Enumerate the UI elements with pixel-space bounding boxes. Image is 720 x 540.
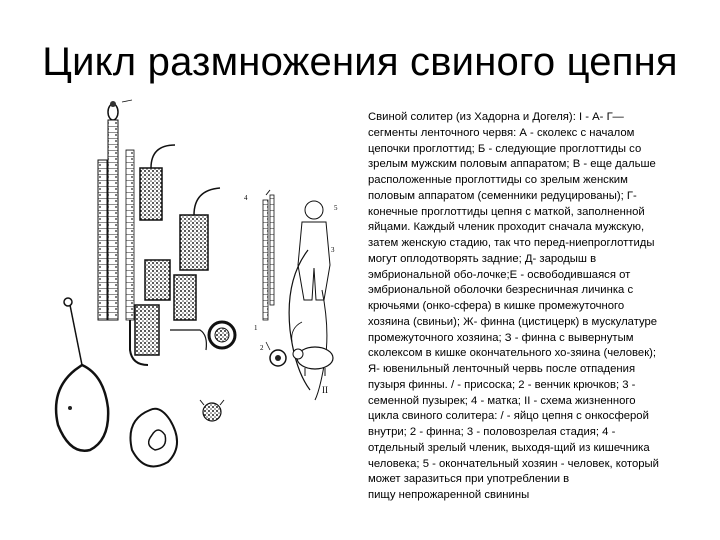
figure-label-roman-two: II xyxy=(322,385,328,395)
caption-line: половым аппаратом (семенники редуцированы); Г- xyxy=(368,189,637,202)
tapeworm-life-cycle-figure xyxy=(40,90,350,480)
caption-line: хозяина (свиньи); Ж- финна (цистицерк) в мускулатуре xyxy=(368,315,658,328)
caption-line: пузыря финны. / - присоска; 2 - венчик крючков; 3 - xyxy=(368,378,636,391)
caption-line: зрелым мужским половым аппаратом; В - еще дальше xyxy=(368,158,656,171)
figure-label-3: 3 xyxy=(331,246,335,254)
caption-line: промежуточного хозяина; З - финна с вывернутым xyxy=(368,331,634,344)
figure-caption xyxy=(368,110,686,504)
caption-line: отдельный зрелый членик, выходя-щий из кишечника xyxy=(368,441,650,454)
scolex-drawing xyxy=(108,100,132,120)
caption-line: пищу непрожаренной свинины xyxy=(368,489,530,501)
page-title: Цикл размножения свиного цепня xyxy=(42,40,678,84)
caption-line: эмбриональной оболочки безресничная личинка с xyxy=(368,284,634,297)
caption-line: цикла свиного солитера: / - яйцо цепня с онкосферой xyxy=(368,410,649,423)
caption-line: крючьями (онко-сфера) в кишке промежуточного xyxy=(368,300,625,312)
caption-line: сколексом в кишке окончательного хо-зяина (человек); xyxy=(368,347,657,360)
caption-line: человека; 5 - окончательный хозяин - человек, который xyxy=(368,457,659,470)
caption-line: конечные проглоттиды цепня с маткой, заполненной xyxy=(368,205,645,218)
figure-label-5: 5 xyxy=(334,204,338,212)
life-cycle-scheme-drawing xyxy=(263,190,333,400)
caption-line: эмбриональной обо-лочке;Е - освободившаяся от xyxy=(368,268,631,281)
figure-label-2: 2 xyxy=(260,344,264,352)
larva-spiral-drawing xyxy=(130,409,177,467)
caption-line: расположенные проглоттиды со зрелым женским xyxy=(368,174,628,186)
caption-line: может заразиться при употреблении в xyxy=(368,473,570,486)
figure-label-1: 1 xyxy=(254,324,258,332)
caption-line: семенной пузырек; 4 - матка; II - схема жизненного xyxy=(368,394,636,407)
caption-line: Я- ювенильный ленточный червь после отпадения xyxy=(368,363,636,375)
caption-line: внутри; 2 - финна; 3 - половозрелая стадия; 4 - xyxy=(368,426,616,438)
cysticercus-drawing xyxy=(56,298,108,451)
caption-line: сегменты ленточного червя: А - сколекс с началом xyxy=(368,126,635,139)
proglottids-drawing xyxy=(135,145,220,355)
caption-line: цепочки проглоттид; Б - следующие проглоттиды со xyxy=(368,142,642,155)
caption-line: Свиной солитер (из Хадорна и Догеля): I - А- Г— xyxy=(368,111,624,123)
figure-label-4: 4 xyxy=(244,194,248,202)
caption-line: затем женскую стадию, так что перед-ниепроглоттиды xyxy=(368,237,655,249)
caption-line: могут оплодотворять задние; Д- зародыш в xyxy=(368,252,597,265)
caption-line: яйцами. Каждый членик проходит сначала мужскую, xyxy=(368,221,645,234)
